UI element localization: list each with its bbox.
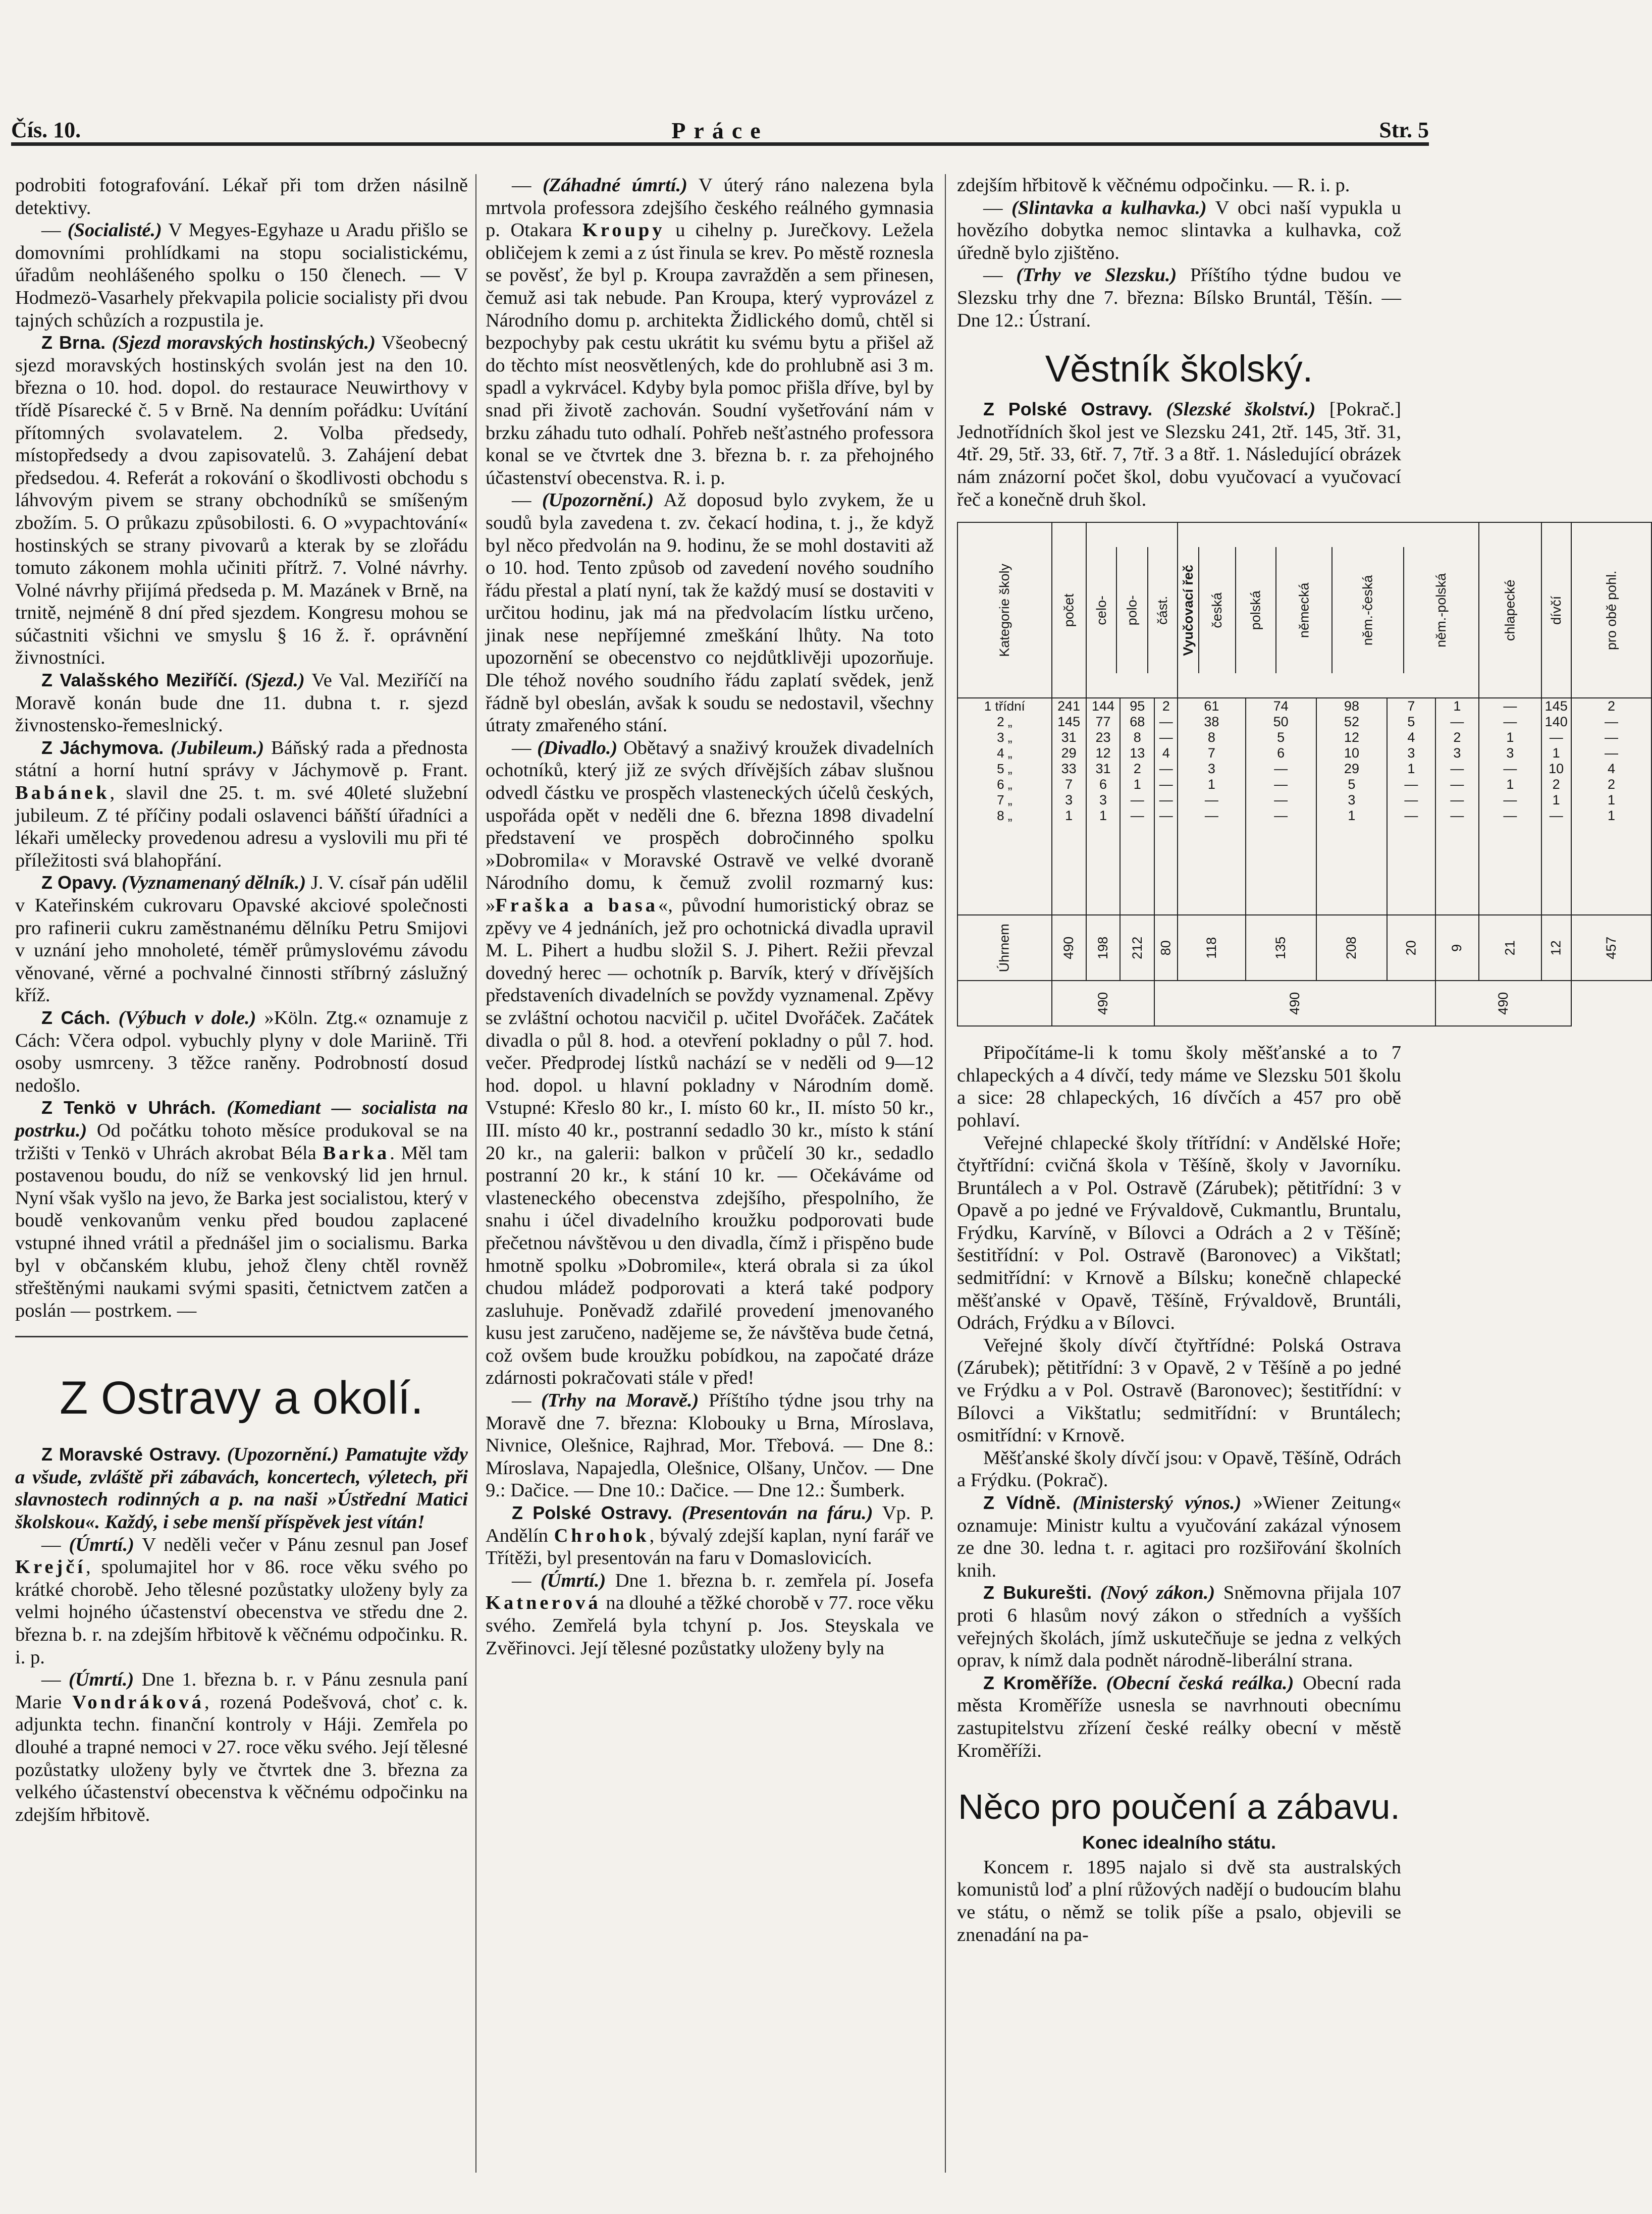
table-cell: 31 [1061, 730, 1077, 745]
article-paragraph: Z Opavy. (Vyznamenaný dělník.) J. V. císař pán udělil v Kateřinském cukrovaru Opavské akciové společnosti pro rafinerii cukru zaměstnanému dělníku Petru Smijovi v uznání jeho mnoholeté, téměř průmyslovému závodu věnované, věrné a pochvalné činnosti stříbrný záslužný kříž. [15, 872, 468, 1006]
table-cell: 140 [1544, 714, 1568, 730]
table-cell: — [1503, 714, 1517, 730]
article-paragraph: Z Jáchymova. (Jubileum.) Báňský rada a přednosta státní a horní hutní správy v Jáchymově p. Frant. Babánek, slavil dne 25. t. m. své 40leté služební jubileum. Z té příčiny podali oslavenci báňští úřadníci a lékaři umělecky provedenou adresu a vyslovili mu při té příležitosti svá blahopřání. [15, 737, 468, 871]
table-cell: 52 [1344, 714, 1359, 730]
table-cell: — [1274, 808, 1288, 824]
table-cell: — [1450, 714, 1464, 730]
language-column-header: německá [1276, 547, 1333, 673]
total-cell: 9 [1435, 915, 1479, 981]
table-cell: 4 [1162, 745, 1170, 761]
newspaper-title: Práce [671, 118, 769, 143]
table-cell: — [1503, 808, 1517, 824]
table-cell: 10 [1344, 745, 1359, 761]
table-cell: 12 [1095, 745, 1111, 761]
attendance-header: celo- polo- část. [1086, 522, 1178, 698]
table-cell: 29 [1061, 745, 1077, 761]
table-cell: 3 [1099, 792, 1107, 808]
category-label: 1 třídní [984, 698, 1025, 714]
table-cell: 3 [1407, 745, 1415, 761]
table-cell: 1 [1207, 777, 1215, 792]
table-cell: 2 [1608, 777, 1616, 792]
article-paragraph: — (Úmrtí.) Dne 1. března b. r. zemřela pí. Josefa Katnerová na dlouhé a těžké chorobě v 77. roce věku svého. Zemřelá byla tchyní p. Jos. Steyskala ve Zvěřinovci. Její tělesné pozůstatky uloženy byly na [486, 1570, 934, 1659]
table-cell: 23 [1095, 730, 1111, 745]
page-number: Str. 5 [1379, 118, 1429, 142]
table-cell: 1 [1608, 808, 1616, 824]
table-cell: — [1404, 777, 1418, 792]
total-cell: 198 [1086, 915, 1121, 981]
table-cell: 3 [1065, 792, 1073, 808]
article-paragraph: — (Upozornění.) Až doposud bylo zvykem, že u soudů byla zavedena t. zv. čekací hodina, t. j., že když byl něco předvolán na 9. hodinu, že se mohl dostaviti až o 10. hod. Tento způsob od zavedení nového soudního řádu přestal a platí nyní, tak že každý musí se dostaviti v určitou hodinu, jak má na předvolacím lístku určeno, jinak nese nepříjemné zmeškání lhůty. Na toto upozornění se obecenstvo co nejdůtklivěji upozorňuje. Dle téhož nového soudního řádu zaplatí svědek, jenž řádně byl obeslán, avšak k soudu se nedostavil, všechny útraty zmařeného stání. [486, 490, 934, 736]
table-cell: — [1274, 761, 1288, 777]
article-paragraph: — (Záhadné úmrtí.) V úterý ráno nalezena byla mrtvola professora zdejšího českého reálného gymnasia p. Otakara Kroupy u cihelny p. Jurečkovy. Ležela obličejem k zemi a z úst řinula se krev. Po městě roznesla se pověsť, že byl p. Kroupa zavražděn a sem přinesen, čemuž asi tak nebude. Pan Kroupa, který vyprovázel z Národního domu p. architekta Židlického domů, chtěl si bezpochyby pak cestu ukrátit ku svému bytu a přišel až do těchto míst neosvětlených, kde do prohlubně asi 3 m. spadl a vykrvácel. Kdyby byla pomoc přišla dříve, byl by snad při životě zachován. Soudní vyšetřování nám v brzku záhadu tuto odhalí. Pohřeb nešťastného professora konal se ve čtvrtek dne 3. března b. r. za přehojného účastenství obecenstva. R. i. p. [486, 175, 934, 489]
category-label: 7 „ [997, 792, 1012, 808]
table-cell: 98 [1344, 698, 1359, 714]
category-label: 3 „ [997, 730, 1012, 745]
value-column [1435, 698, 1479, 915]
total-cell: 20 [1387, 915, 1435, 981]
page-header [11, 117, 1429, 146]
table-cell: — [1549, 730, 1563, 745]
article-paragraph: — (Divadlo.) Obětavý a snaživý kroužek divadelních ochotníků, který již ze svých dřívějších zábav slušnou odvedl částku ve prospěch vlasteneckých účelů českých, uspořáda opět v neděli dne 6. března 1898 divadelní představení ve prospěch dobročinného spolku »Dobromila« v Moravské Ostravě ve velké dvoraně Národního domu, k čemuž zvolil rozmarný kus: »Fraška a basa«, původní humoristický obraz se zpěvy ve 4 jednáních, jež pro ochotnická divadla upravil M. L. Pihert a hudbu složil S. J. Pihert. Režii převzal dovedný herec — ochotník p. Barvík, který v dřívějších představeních divadelních se povždy vyznamenal. Zpěvy se zvláštní ochotou nacvičil p. učitel Dvořáček. Začátek divadla o půl 8. hod. a otevření pokladny o půl 7. hod. večer. Předprodej lístků nachází se v neděli od 9—12 hod. dopol. u hlavní pokladny v Národním domě. Vstupné: Křeslo 80 kr., I. místo 60 kr., II. místo 50 kr., III. místo 40 kr., postranní sedadlo 30 kr., místo k stání 20 kr., na galerii: balkon v průčelí 30 kr., sedadlo postranní 20 kr., k stání 10 kr. — Očekáváme od vlasteneckého obecenstva zdejšího, přespolního, že snahu i účel divadelního kroužku podporovati bude přečetnou návštěvou u den divadla, čímž i přispěno bude hmotně spolku »Dobromile«, která obrala si za úkol chudou mládež podporovati a která také podpory zasluhuje. Poněvadž zdařilé provedení jmenovaného kusu jest zaručeno, nadějeme se, že návštěva bude četná, což ovšem bude kroužku pobídkou, na započaté dráze zdárnosti pokračovati stále v před! [486, 737, 934, 1389]
table-cell: 74 [1273, 698, 1289, 714]
total-cell: 208 [1316, 915, 1387, 981]
article-paragraph: Z Vídně. (Ministerský výnos.) »Wiener Zeitung« oznamuje: Ministr kultu a vyučování zakázal výnosem ze dne 30. ledna t. r. agitaci pro rozšiřování školních knih. [957, 1492, 1401, 1581]
value-column [1086, 698, 1121, 915]
value-column [1154, 698, 1178, 915]
table-cell: — [1204, 808, 1218, 824]
table-cell: 3 [1453, 745, 1461, 761]
table-cell: — [1450, 808, 1464, 824]
totals-row [957, 915, 1651, 981]
table-cell: 38 [1204, 714, 1219, 730]
table-cell: — [1159, 792, 1173, 808]
article-paragraph: Měšťanské školy dívčí jsou: v Opavě, Těšíně, Odrách a Frýdku. (Pokrač). [957, 1447, 1401, 1491]
table-cell: 2 [1552, 777, 1560, 792]
article-paragraph: zdejším hřbitově k věčnému odpočinku. — R. i. p. [957, 175, 1350, 196]
total-cell: 118 [1178, 915, 1245, 981]
table-cell: — [1503, 698, 1517, 714]
table-cell: 1 [1407, 761, 1415, 777]
table-cell: — [1404, 792, 1418, 808]
column-rule [945, 174, 946, 2173]
total-cell: 80 [1154, 915, 1178, 981]
article-paragraph: — (Úmrtí.) Dne 1. března b. r. v Pánu zesnula paní Marie Vondráková, rozená Podešvová, choť c. k. adjunkta techn. finanční kontroly v Háji. Zemřela po dlouhé a trapné nemoci v 27. roce věku svého. Její tělesné pozůstatky uloženy byly ve čtvrtek dne 3. března za velkého účastenství obecenstva k věčnému odpočinku na zdejším hřbitově. [15, 1669, 468, 1825]
table-cell: — [1204, 792, 1218, 808]
table-cell: — [1450, 761, 1464, 777]
article-paragraph: Z Polské Ostravy. (Presentován na fáru.) Vp. P. Andělín Chrohok, bývalý zdejší kaplan, nyní farář ve Třítěži, byl presentován na faru v Domaslovicích. [486, 1502, 934, 1569]
table-cell: 29 [1344, 761, 1359, 777]
article-paragraph: — (Úmrtí.) V neděli večer v Pánu zesnul pan Josef Krejčí, spolumajitel hor v 86. roce věku svého po krátké chorobě. Jeho tělesné pozůstatky uloženy byly za velmi hojného účastenství obecenstva ve středu dne 2. března b. r. na zdejším hřbitově k věčnému odpočinku. R. i. p. [15, 1534, 468, 1668]
table-cell: 3 [1506, 745, 1514, 761]
grand-total-row [957, 981, 1651, 1026]
table-cell: 7 [1407, 698, 1415, 714]
total-cell: 135 [1246, 915, 1316, 981]
table-cell: — [1159, 714, 1173, 730]
table-cell: — [1450, 777, 1464, 792]
table-cell: 1 [1099, 808, 1107, 824]
table-cell: 5 [1407, 714, 1415, 730]
article-paragraph: Z Cách. (Výbuch v dole.) »Köln. Ztg.« oznamuje z Cách: Včera odpol. vybuchly plyny v dole Mariině. Tři osoby usmrceny. 3 těžce raněny. Podrobností dosud nedošlo. [15, 1007, 468, 1096]
table-cell: 6 [1277, 745, 1285, 761]
table-cell: 68 [1130, 714, 1145, 730]
article-paragraph: Z Bukurešti. (Nový zákon.) Sněmovna přijala 107 proti 6 hlasům nový zákon o středních a vyšších veřejných školách, jímž uskutečňuje se jedna z velkých oprav, k nímž dala podnět národně-liberální strana. [957, 1582, 1401, 1671]
language-header: Vyučovací řeč česká polská německá něm.-česká něm.-polská [1178, 522, 1479, 698]
table-cell: 1 [1506, 777, 1514, 792]
value-column [1120, 698, 1154, 915]
table-cell: 241 [1057, 698, 1081, 714]
category-label: 5 „ [997, 761, 1012, 777]
table-cell: 5 [1277, 730, 1285, 745]
language-column-header: česká [1199, 547, 1236, 673]
grand-total-cell: 490 [1154, 981, 1435, 1026]
category-label: 8 „ [997, 808, 1012, 824]
value-column [1052, 698, 1086, 915]
table-cell: 1 [1506, 730, 1514, 745]
category-header: Kategorie školy [957, 522, 1052, 698]
table-cell: — [1503, 792, 1517, 808]
article-title: Konec idealního státu. [1082, 1832, 1276, 1853]
table-cell: 2 [1162, 698, 1170, 714]
total-cell: 457 [1571, 915, 1652, 981]
table-cell: 31 [1095, 761, 1111, 777]
article-paragraph: Připočítáme-li k tomu školy měšťanské a to 7 chlapeckých a 4 dívčí, tedy máme ve Slezsku 501 školu a sice: 28 chlapeckých, 16 dívčích a 457 pro obě pohlaví. [957, 1042, 1401, 1131]
table-cell: — [1549, 808, 1563, 824]
section-heading: Z Ostravy a okolí. [60, 1372, 423, 1424]
table-cell: 145 [1544, 698, 1568, 714]
table-cell: 1 [1552, 792, 1560, 808]
grand-total-cell: 490 [1052, 981, 1155, 1026]
table-cell: 2 [1608, 698, 1616, 714]
column-3 [957, 174, 1619, 1946]
table-cell: 7 [1207, 745, 1215, 761]
table-cell: 1 [1552, 745, 1560, 761]
column-rule [475, 174, 476, 2173]
table-cell: — [1404, 808, 1418, 824]
table-cell: 8 [1207, 730, 1215, 745]
value-column [1571, 698, 1652, 915]
table-cell: — [1130, 792, 1144, 808]
table-cell: — [1605, 730, 1619, 745]
table-cell: 145 [1057, 714, 1081, 730]
table-cell: 4 [1407, 730, 1415, 745]
value-column [1316, 698, 1387, 915]
section-divider [15, 1336, 468, 1337]
totals-label: Úhrnem [957, 915, 1052, 981]
language-column-header: něm.-česká [1333, 547, 1404, 673]
article-paragraph: Koncem r. 1895 najalo si dvě sta australských komunistů loď a plní růžových nadějí o budoucím blahu ve státu, o němž se tolik píše a psalo, objevili se znenadání na pa- [957, 1856, 1401, 1946]
school-statistics-table [957, 522, 1619, 1031]
category-cell [957, 698, 1052, 915]
column-1 [15, 174, 468, 1826]
table-cell: — [1605, 745, 1619, 761]
article-paragraph: Z Valašského Meziříčí. (Sjezd.) Ve Val. Meziříčí na Moravě konán bude dne 11. dubna t. r. sjezd živnostensko-řemeslnický. [15, 670, 468, 736]
article-paragraph: — (Socialisté.) V Megyes-Egyhaze u Aradu přišlo se domovními prohlídkami na stopu socialistickému, úřadům neohlášeného spolku o 150 členech. — V Hodmezö-Vasarhely překvapila policie socialisty při dvou tajných schůzích a rozpustila je. [15, 220, 468, 331]
table-cell: — [1605, 714, 1619, 730]
article-paragraph: Z Moravské Ostravy. (Upozornění.) Pamatujte vždy a všude, zvláště při zábavách, koncertech, výletech, při slavnostech rodinných a p. na naši »Ústřední Matici školskou«. Každý, i sebe menší příspěvek jest vítán! [15, 1444, 468, 1533]
language-column-header: něm.-polská [1433, 573, 1449, 647]
table-cell: 1 [1348, 808, 1356, 824]
article-paragraph: podrobiti fotografování. Lékař při tom držen násilně detektivy. [15, 175, 468, 219]
table-cell: 2 [1133, 761, 1141, 777]
both-header: pro obě pohl. [1571, 522, 1652, 698]
issue-number: Čís. 10. [11, 118, 81, 142]
table-cell: 3 [1207, 761, 1215, 777]
section-heading: Věstník školský. [1045, 348, 1313, 390]
table-cell: — [1159, 777, 1173, 792]
table-cell: — [1450, 792, 1464, 808]
table-cell: 95 [1130, 698, 1145, 714]
total-cell: 21 [1479, 915, 1541, 981]
table-cell: — [1159, 808, 1173, 824]
value-column [1541, 698, 1571, 915]
article-paragraph: — (Trhy ve Slezsku.) Příštího týdne budou ve Slezsku trhy dne 7. března: Bílsko Bruntál, Těšín. — Dne 12.: Ústraní. [957, 264, 1401, 331]
table-row [957, 698, 1651, 915]
article-paragraph: Veřejné školy dívčí čtyřtřídné: Polská Ostrava (Zárubek); pětitřídní: 3 v Opavě, 2 v Těšíně a po jedné ve Frýdku a v Pol. Ostravě (Baronovec); šestitřídní: v Bílovci a Vikštatlu; sedmitřídní: v Bruntálech; osmitřídní: v Krnově. [957, 1334, 1401, 1446]
value-column [1479, 698, 1541, 915]
table-cell: 3 [1348, 792, 1356, 808]
category-label: 2 „ [997, 714, 1012, 730]
table-cell: 61 [1204, 698, 1219, 714]
section-heading: Něco pro poučení a zábavu. [958, 1787, 1400, 1827]
value-column [1178, 698, 1245, 915]
table-cell: 12 [1344, 730, 1359, 745]
statistics-grid [957, 522, 1652, 1027]
table-cell: 1 [1133, 777, 1141, 792]
table-cell: 1 [1608, 792, 1616, 808]
table-cell: 1 [1065, 808, 1073, 824]
article-paragraph: — (Slintavka a kulhavka.) V obci naší vypukla u hovězího dobytka nemoc slintavka a kulhavka, což úředně bylo zjištěno. [957, 197, 1401, 263]
table-cell: — [1274, 792, 1288, 808]
total-cell: 12 [1541, 915, 1571, 981]
article-paragraph: — (Trhy na Moravě.) Příštího týdne jsou trhy na Moravě dne 7. března: Klobouky u Brna, Míroslava, Nivnice, Olešnice, Rajhrad, Mor. Třebová. — Dne 8.: Míroslava, Napajedla, Olešnice, Olšany, Unčov. — Dne 9.: Dačice. — Dne 10.: Dačice. — Dne 12.: Šumberk. [486, 1390, 934, 1501]
category-label: 6 „ [997, 777, 1012, 792]
total-cell: 212 [1120, 915, 1154, 981]
table-cell: 144 [1092, 698, 1115, 714]
article-paragraph: Z Polské Ostravy. (Slezské školství.) [Pokrač.] Jednotřídních škol jest ve Slezsku 241, 2tř. 145, 3tř. 31, 4tř. 29, 5tř. 33, 6tř. 7, 7tř. 3 a 8tř. 1. Následující obrázek nám znázorní počet škol, dobu vyučovací a vyučovací řeč a konečně druh škol. [957, 399, 1401, 510]
table-cell: 1 [1453, 698, 1461, 714]
article-paragraph: Z Tenkö v Uhrách. (Komediant — socialista na postrku.) Od počátku tohoto měsíce produkoval se na tržišti v Tenkö v Uhrách akrobat Béla Barka. Měl tam postavenou boudu, do níž se venkovský lid jen hrnul. Nyní však vyšlo na jevo, že Barka jest socialistou, který v boudě venkovanům venku před boudou zaplacené vstupné ihned vrátil a přednášel jim o socialismu. Barka byl v občanském klubu, jehož členy chtěl rovněž střeštěnými naukami svými spasiti, četnictvem zatčen a poslán — postrkem. — [15, 1097, 468, 1321]
table-cell: 5 [1348, 777, 1356, 792]
table-cell: — [1130, 808, 1144, 824]
value-column [1246, 698, 1316, 915]
article-paragraph: Z Kroměříže. (Obecní česká reálka.) Obecní rada města Kroměříže usnesla se navrhnouti obecnímu zastupitelstvu zřízení české reálky obecní v městě Kroměříži. [957, 1672, 1402, 1761]
table-cell: 77 [1095, 714, 1111, 730]
table-cell: 50 [1273, 714, 1289, 730]
value-column [1387, 698, 1435, 915]
table-cell: 7 [1065, 777, 1073, 792]
girls-header: dívčí [1541, 522, 1571, 698]
total-cell: 490 [1052, 915, 1086, 981]
category-label: 4 „ [997, 745, 1012, 761]
table-cell: 2 [1453, 730, 1461, 745]
table-cell: — [1159, 761, 1173, 777]
table-cell: 4 [1608, 761, 1616, 777]
article-paragraph: Veřejné chlapecké školy třítřídní: v Andělské Hoře; čtyřtřídní: cvičná škola v Těšíně, školy v Javorníku. Bruntálech a v Pol. Ostravě (Zárubek); pětitřídní: 3 v Opavě a po jedné ve Frývaldově, Cukmantlu, Bruntalu, Frýdku, Karvíně, v Bílovci a Odrách a 2 v Těšíně; šestitřídní: v Pol. Ostravě (Baronovec) a Vikštatl; sedmitřídní: v Krnově a Bílsku; konečně chlapecké měšťanské v Opavě, Těšíně, Frývaldově, Bruntáli, Odrách, Frýdku a v Bílovci. [957, 1132, 1401, 1334]
table-cell: 10 [1549, 761, 1564, 777]
boys-header: chlapecké [1479, 522, 1541, 698]
table-cell: 13 [1130, 745, 1145, 761]
grand-total-cell: 490 [1435, 981, 1571, 1026]
table-cell: — [1503, 761, 1517, 777]
language-column-header: polská [1236, 547, 1276, 673]
count-header: počet [1052, 522, 1086, 698]
table-cell: — [1159, 730, 1173, 745]
table-cell: 8 [1133, 730, 1141, 745]
column-2 [486, 174, 934, 1659]
table-cell: — [1274, 777, 1288, 792]
table-cell: 33 [1061, 761, 1077, 777]
table-cell: 6 [1099, 777, 1107, 792]
article-paragraph: Z Brna. (Sjezd moravských hostinských.) Všeobecný sjezd moravských hostinských svolán jest na den 10. března o 10. hod. dopol. do restaurace Neuwirthovy v třídě Písarecké č. 5 v Brně. Na denním pořádku: Uvítání přítomných svolavatelem. 2. Volba předsedy, místopředsedy a dvou zapisovatelů. 3. Zahájení debat předsedou. 4. Referát a rokování o škodlivosti obchodu s láhvovým pivem se strany obchodníků se smíšeným zbožím. 5. O průkazu způsobilosti. 6. O »vypachtování« hostinských se strany pivovarů a kterak by se zlořádu tomuto zákonem mohla učiniti přítrž. 7. Volné návrhy. Volné návrhy přijímá předseda p. M. Mazánek v Brně, na trnitě, nejméně 8 dní před sjezdem. Kongresu mohou se súčastniti všichni ve smyslu § 16 ž. ř. oprávnění živnostníci. [15, 332, 468, 669]
